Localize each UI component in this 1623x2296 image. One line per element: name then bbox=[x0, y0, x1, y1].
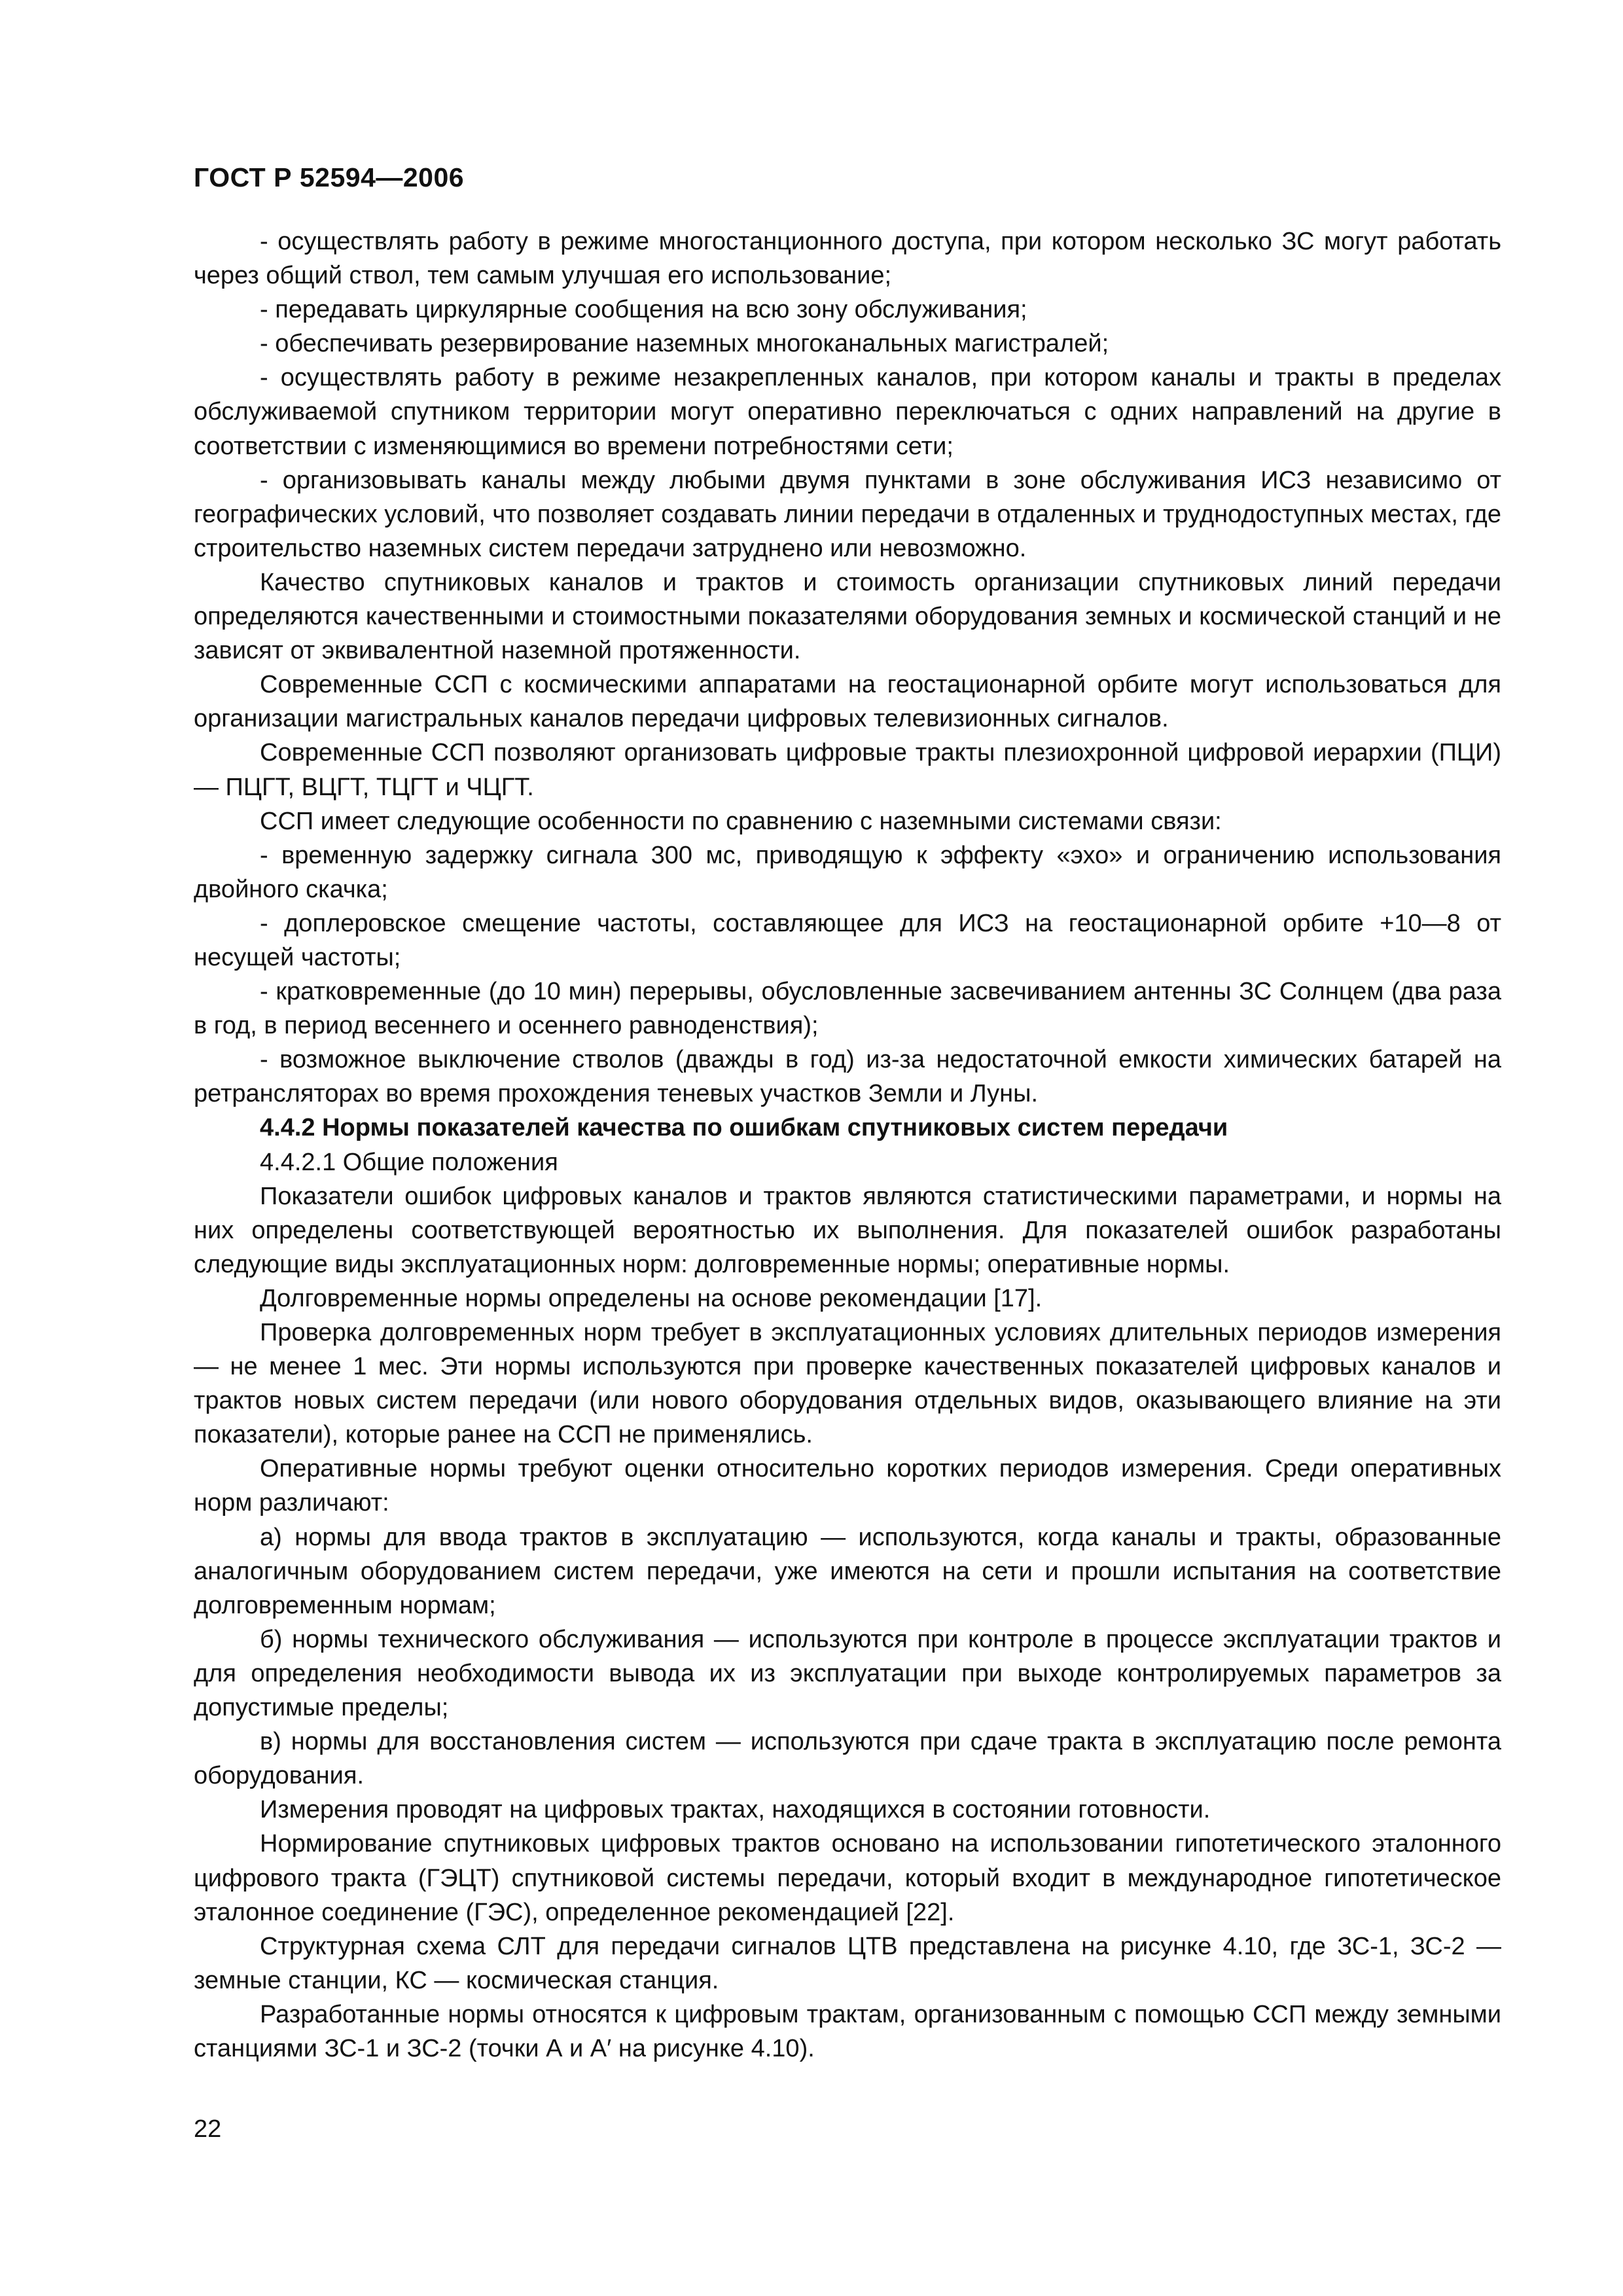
paragraph: - временную задержку сигнала 300 мс, приводящую к эффекту «эхо» и ограничению использования двойного скачка; bbox=[194, 841, 1501, 903]
paragraph: - организовывать каналы между любыми двумя пунктами в зоне обслуживания ИСЗ независимо от географических условий, что позволяет создавать линии передачи в отдаленных и труднодоступных местах, где строительство наземных систем передачи затруднено или невозможно. bbox=[194, 466, 1501, 562]
paragraph: - передавать циркулярные сообщения на всю зону обслуживания; bbox=[260, 296, 1027, 324]
paragraph: ССП имеет следующие особенности по сравнению с наземными системами связи: bbox=[260, 807, 1222, 835]
paragraph: Долговременные нормы определены на основе рекомендации [17]. bbox=[260, 1284, 1043, 1312]
paragraph: Качество спутниковых каналов и трактов и стоимость организации спутниковых линий передачи определяются качественными и стоимостными показателями оборудования земных и космической станций и не зависят от эквивалентной наземной протяженности. bbox=[194, 568, 1501, 665]
paragraph: Нормирование спутниковых цифровых трактов основано на использовании гипотетического эталонного цифрового тракта (ГЭЦТ) спутниковой системы передачи, который входит в международное гипотетическое эталонное соединение (ГЭС), определенное рекомендацией [22]. bbox=[194, 1830, 1501, 1926]
paragraph: - возможное выключение стволов (дважды в год) из-за недостаточной емкости химических батарей на ретрансляторах во время прохождения теневых участков Земли и Луны. bbox=[194, 1046, 1501, 1108]
paragraph: Разработанные нормы относятся к цифровым трактам, организованным с помощью ССП между земными станциями ЗС-1 и ЗС-2 (точки А и А′ на рисунке 4.10). bbox=[194, 2000, 1501, 2062]
body-text bbox=[194, 224, 1501, 2066]
paragraph: - осуществлять работу в режиме многостанционного доступа, при котором несколько ЗС могут работать через общий ствол, тем самым улучшая его использование; bbox=[194, 228, 1501, 290]
paragraph: - обеспечивать резервирование наземных многоканальных магистралей; bbox=[260, 330, 1109, 358]
subsection-title: 4.4.2.1 Общие положения bbox=[260, 1148, 558, 1176]
paragraph: в) нормы для восстановления систем — используются при сдаче тракта в эксплуатацию после ремонта оборудования. bbox=[194, 1728, 1501, 1790]
paragraph: Оперативные нормы требуют оценки относительно коротких периодов измерения. Среди оперативных норм различают: bbox=[194, 1455, 1501, 1517]
paragraph: - осуществлять работу в режиме незакрепленных каналов, при котором каналы и тракты в пределах обслуживаемой спутником территории могут оперативно переключаться с одних направлений на другие в соответствии с изменяющимися во времени потребностями сети; bbox=[194, 364, 1501, 460]
paragraph: - кратковременные (до 10 мин) перерывы, обусловленные засвечиванием антенны ЗС Солнцем (два раза в год, в период весеннего и осеннего равноденствия); bbox=[194, 978, 1501, 1040]
paragraph: Показатели ошибок цифровых каналов и трактов являются статистическими параметрами, и нормы на них определены соответствующей вероятностью их выполнения. Для показателей ошибок разработаны следующие виды эксплуатационных норм: долговременные нормы; оперативные нормы. bbox=[194, 1182, 1501, 1278]
standard-header: ГОСТ Р 52594—2006 bbox=[194, 162, 465, 192]
paragraph: а) нормы для ввода трактов в эксплуатацию — используются, когда каналы и тракты, образованные аналогичным оборудованием систем передачи, уже имеются на сети и прошли испытания на соответствие долговременным нормам; bbox=[194, 1523, 1501, 1619]
paragraph: - доплеровское смещение частоты, составляющее для ИСЗ на геостационарной орбите +10—8 от несущей частоты; bbox=[194, 909, 1501, 971]
paragraph: Проверка долговременных норм требует в эксплуатационных условиях длительных периодов измерения — не менее 1 мес. Эти нормы используются при проверке качественных показателей цифровых каналов и трактов новых систем передачи (или нового оборудования отдельных видов, оказывающего влияние на эти показатели), которые ранее на ССП не применялись. bbox=[194, 1319, 1501, 1449]
paragraph: Структурная схема СЛТ для передачи сигналов ЦТВ представлена на рисунке 4.10, где ЗС-1, ЗС-2 — земные станции, КС — космическая станция. bbox=[194, 1932, 1501, 1994]
section-heading: 4.4.2 Нормы показателей качества по ошибкам спутниковых систем передачи bbox=[260, 1114, 1228, 1142]
page-number: 22 bbox=[194, 2115, 222, 2143]
paragraph: б) нормы технического обслуживания — используются при контроле в процессе эксплуатации трактов и для определения необходимости вывода их из эксплуатации при выходе контролируемых параметров за допустимые пределы; bbox=[194, 1625, 1501, 1722]
paragraph: Измерения проводят на цифровых трактах, находящихся в состоянии готовности. bbox=[260, 1796, 1211, 1824]
paragraph: Современные ССП позволяют организовать цифровые тракты плезиохронной цифровой иерархии (ПЦИ) — ПЦГТ, ВЦГТ, ТЦГТ и ЧЦГТ. bbox=[194, 739, 1501, 801]
paragraph: Современные ССП с космическими аппаратами на геостационарной орбите могут использоваться для организации магистральных каналов передачи цифровых телевизионных сигналов. bbox=[194, 671, 1501, 733]
